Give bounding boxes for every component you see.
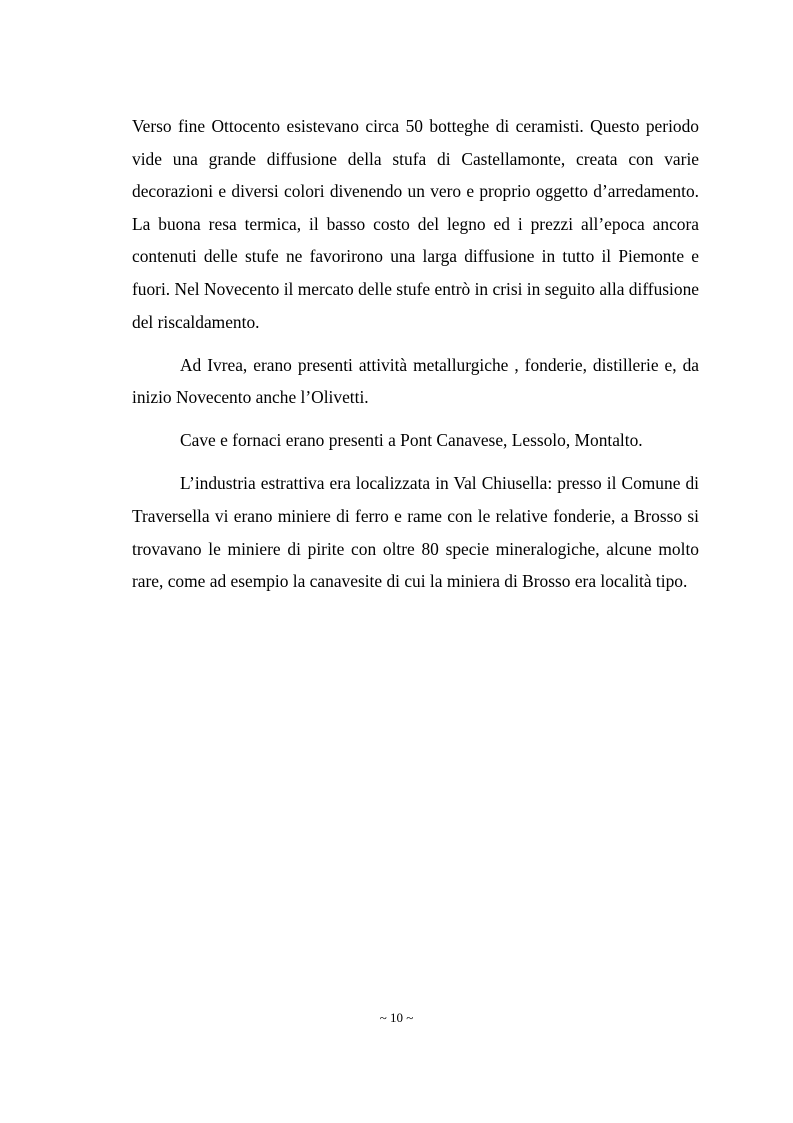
- body-text: [132, 110, 699, 608]
- paragraph-industria-estrattiva: L’industria estrattiva era localizzata in Val Chiusella: presso il Comune di Traversella vi erano miniere di ferro e rame con le relative fonderie, a Brosso si trovavano le miniere di pirite con oltre 80 specie mineralogiche, alcune molto rare, come ad esempio la canavesite di cui la miniera di Brosso era località tipo.: [132, 473, 699, 592]
- page-number: ~ 10 ~: [379, 1010, 414, 1025]
- paragraph-ivrea: Ad Ivrea, erano presenti attività metallurgiche , fonderie, distillerie e, da inizio Novecento anche l’Olivetti.: [132, 354, 699, 408]
- paragraph-stufe-castellamonte: Verso fine Ottocento esistevano circa 50 botteghe di ceramisti. Questo periodo vide una grande diffusione della stufa di Castellamonte, creata con varie decorazioni e diversi colori divenendo un vero e proprio oggetto d’arredamento. La buona resa termica, il basso costo del legno ed i prezzi all’epoca ancora contenuti delle stufe ne favorirono una larga diffusione in tutto il Piemonte e fuori. Nel Novecento il mercato delle stufe entrò in crisi in seguito alla diffusione del riscaldamento.: [132, 116, 699, 332]
- paragraph-cave-fornaci: Cave e fornaci erano presenti a Pont Canavese, Lessolo, Montalto.: [180, 430, 643, 451]
